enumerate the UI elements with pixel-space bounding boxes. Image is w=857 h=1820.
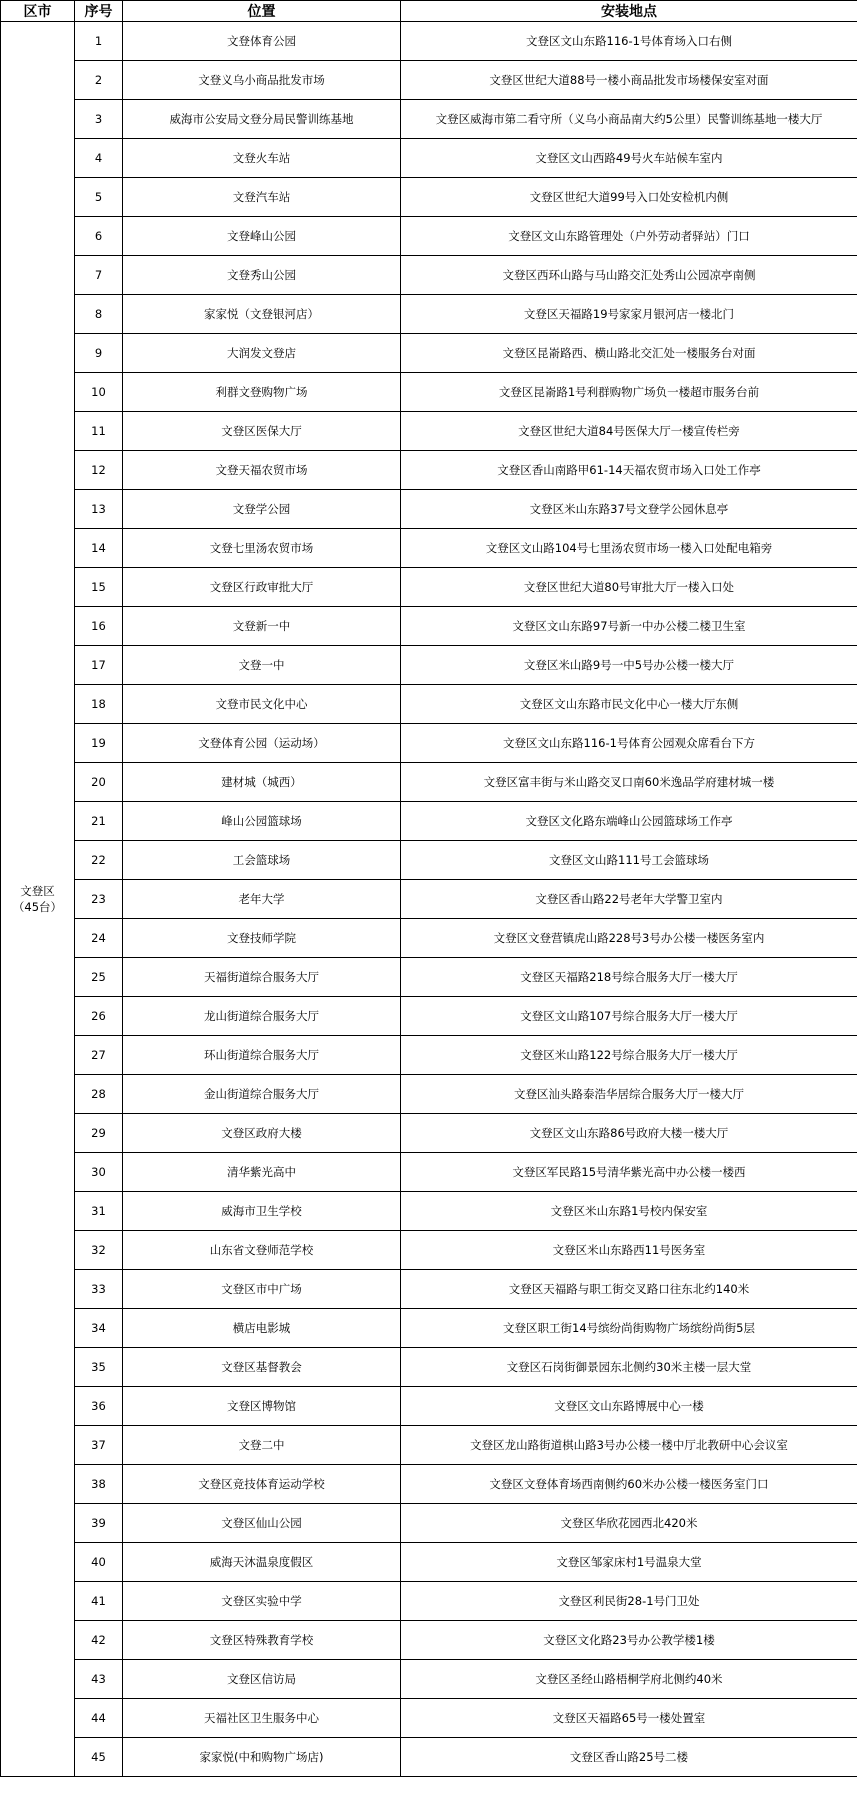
row-location: 文登区特殊教育学校: [123, 1621, 401, 1660]
row-index: 1: [75, 22, 123, 61]
row-location: 威海市公安局文登分局民警训练基地: [123, 100, 401, 139]
row-location: 横店电影城: [123, 1309, 401, 1348]
row-location: 利群文登购物广场: [123, 373, 401, 412]
row-index: 20: [75, 763, 123, 802]
row-index: 10: [75, 373, 123, 412]
row-index: 6: [75, 217, 123, 256]
row-index: 22: [75, 841, 123, 880]
table-row: [1, 763, 857, 802]
row-address: 文登区天福路与职工街交叉路口往东北约140米: [401, 1270, 857, 1309]
row-address: 文登区文化路23号办公教学楼1楼: [401, 1621, 857, 1660]
row-address: 文登区天福路19号家家月银河店一楼北门: [401, 295, 857, 334]
table-row: [1, 1309, 857, 1348]
table-row: [1, 802, 857, 841]
row-location: 文登区仙山公园: [123, 1504, 401, 1543]
row-location: 山东省文登师范学校: [123, 1231, 401, 1270]
table-row: [1, 1621, 857, 1660]
row-location: 天福街道综合服务大厅: [123, 958, 401, 997]
row-location: 老年大学: [123, 880, 401, 919]
table-row: [1, 568, 857, 607]
row-index: 17: [75, 646, 123, 685]
table-row: [1, 1738, 857, 1777]
table-row: [1, 1543, 857, 1582]
district-cell: [1, 22, 75, 1777]
row-location: 文登区政府大楼: [123, 1114, 401, 1153]
row-address: 文登区世纪大道99号入口处安检机内侧: [401, 178, 857, 217]
table-row: [1, 1426, 857, 1465]
row-address: 文登区米山东路西11号医务室: [401, 1231, 857, 1270]
table-row: [1, 1582, 857, 1621]
row-location: 峰山公园篮球场: [123, 802, 401, 841]
table-row: [1, 1660, 857, 1699]
table-row: [1, 256, 857, 295]
row-index: 4: [75, 139, 123, 178]
row-location: 大润发文登店: [123, 334, 401, 373]
row-address: 文登区米山路9号一中5号办公楼一楼大厅: [401, 646, 857, 685]
row-address: 文登区文山东路86号政府大楼一楼大厅: [401, 1114, 857, 1153]
row-index: 3: [75, 100, 123, 139]
row-address: 文登区石岗街御景园东北侧约30米主楼一层大堂: [401, 1348, 857, 1387]
row-address: 文登区富丰街与米山路交叉口南60米逸品学府建材城一楼: [401, 763, 857, 802]
row-index: 2: [75, 61, 123, 100]
row-index: 41: [75, 1582, 123, 1621]
row-address: 文登区龙山路街道棋山路3号办公楼一楼中厅北教研中心会议室: [401, 1426, 857, 1465]
table-row: [1, 1231, 857, 1270]
row-index: 34: [75, 1309, 123, 1348]
row-location: 文登区医保大厅: [123, 412, 401, 451]
row-address: 文登区文山路111号工会篮球场: [401, 841, 857, 880]
row-address: 文登区华欣花园西北420米: [401, 1504, 857, 1543]
row-index: 15: [75, 568, 123, 607]
row-index: 9: [75, 334, 123, 373]
row-address: 文登区香山路25号二楼: [401, 1738, 857, 1777]
row-index: 32: [75, 1231, 123, 1270]
row-index: 25: [75, 958, 123, 997]
header-row: [1, 1, 857, 22]
row-index: 45: [75, 1738, 123, 1777]
row-location: 文登区基督教会: [123, 1348, 401, 1387]
table-row: [1, 1036, 857, 1075]
row-location: 文登一中: [123, 646, 401, 685]
row-index: 16: [75, 607, 123, 646]
row-location: 文登区竞技体育运动学校: [123, 1465, 401, 1504]
table-row: [1, 841, 857, 880]
header-index: 序号: [75, 1, 123, 22]
row-index: 11: [75, 412, 123, 451]
table-row: [1, 451, 857, 490]
row-index: 44: [75, 1699, 123, 1738]
row-address: 文登区天福路65号一楼处置室: [401, 1699, 857, 1738]
row-address: 文登区文登体育场西南侧约60米办公楼一楼医务室门口: [401, 1465, 857, 1504]
table-row: [1, 529, 857, 568]
row-location: 文登体育公园（运动场）: [123, 724, 401, 763]
row-location: 清华紫光高中: [123, 1153, 401, 1192]
row-location: 文登技师学院: [123, 919, 401, 958]
row-location: 环山街道综合服务大厅: [123, 1036, 401, 1075]
row-index: 29: [75, 1114, 123, 1153]
district-count: （45台）: [12, 900, 63, 914]
table-row: [1, 295, 857, 334]
table-row: [1, 178, 857, 217]
table-row: [1, 61, 857, 100]
row-address: 文登区米山路122号综合服务大厅一楼大厅: [401, 1036, 857, 1075]
row-address: 文登区文山东路管理处（户外劳动者驿站）门口: [401, 217, 857, 256]
table-row: [1, 1075, 857, 1114]
row-address: 文登区世纪大道80号审批大厅一楼入口处: [401, 568, 857, 607]
row-address: 文登区世纪大道84号医保大厅一楼宣传栏旁: [401, 412, 857, 451]
row-address: 文登区利民街28-1号门卫处: [401, 1582, 857, 1621]
row-address: 文登区文山东路116-1号体育公园观众席看台下方: [401, 724, 857, 763]
table-row: [1, 724, 857, 763]
row-location: 文登区信访局: [123, 1660, 401, 1699]
row-address: 文登区文山东路97号新一中办公楼二楼卫生室: [401, 607, 857, 646]
row-location: 威海市卫生学校: [123, 1192, 401, 1231]
row-index: 31: [75, 1192, 123, 1231]
row-location: 建材城（城西）: [123, 763, 401, 802]
row-location: 文登区博物馆: [123, 1387, 401, 1426]
row-address: 文登区天福路218号综合服务大厅一楼大厅: [401, 958, 857, 997]
row-address: 文登区威海市第二看守所（义乌小商品南大约5公里）民警训练基地一楼大厅: [401, 100, 857, 139]
table-row: [1, 1465, 857, 1504]
table-row: [1, 1114, 857, 1153]
table-row: [1, 490, 857, 529]
row-index: 19: [75, 724, 123, 763]
row-location: 文登市民文化中心: [123, 685, 401, 724]
row-location: 天福社区卫生服务中心: [123, 1699, 401, 1738]
table-row: [1, 100, 857, 139]
row-location: 文登天福农贸市场: [123, 451, 401, 490]
table-row: [1, 1153, 857, 1192]
row-address: 文登区米山东路1号校内保安室: [401, 1192, 857, 1231]
row-address: 文登区文山路104号七里汤农贸市场一楼入口处配电箱旁: [401, 529, 857, 568]
row-index: 30: [75, 1153, 123, 1192]
row-address: 文登区文山东路博展中心一楼: [401, 1387, 857, 1426]
row-address: 文登区文山东路116-1号体育场入口右侧: [401, 22, 857, 61]
row-index: 43: [75, 1660, 123, 1699]
row-index: 21: [75, 802, 123, 841]
row-location: 文登秀山公园: [123, 256, 401, 295]
row-address: 文登区圣经山路梧桐学府北侧约40米: [401, 1660, 857, 1699]
row-index: 8: [75, 295, 123, 334]
table-row: [1, 217, 857, 256]
row-location: 文登汽车站: [123, 178, 401, 217]
row-location: 文登新一中: [123, 607, 401, 646]
row-index: 5: [75, 178, 123, 217]
row-index: 36: [75, 1387, 123, 1426]
row-location: 工会篮球场: [123, 841, 401, 880]
table-row: [1, 685, 857, 724]
row-address: 文登区军民路15号清华紫光高中办公楼一楼西: [401, 1153, 857, 1192]
table-row: [1, 1270, 857, 1309]
row-location: 文登义乌小商品批发市场: [123, 61, 401, 100]
table-row: [1, 646, 857, 685]
row-address: 文登区香山南路甲61-14天福农贸市场入口处工作亭: [401, 451, 857, 490]
row-index: 18: [75, 685, 123, 724]
table-row: [1, 1699, 857, 1738]
row-address: 文登区文山路107号综合服务大厅一楼大厅: [401, 997, 857, 1036]
district-name: 文登区: [20, 884, 55, 898]
row-location: 文登区市中广场: [123, 1270, 401, 1309]
row-address: 文登区汕头路泰浩华居综合服务大厅一楼大厅: [401, 1075, 857, 1114]
row-location: 家家悦（文登银河店）: [123, 295, 401, 334]
header-address: 安装地点: [401, 1, 857, 22]
table-row: [1, 1387, 857, 1426]
table-row: [1, 919, 857, 958]
row-index: 23: [75, 880, 123, 919]
row-address: 文登区世纪大道88号一楼小商品批发市场楼保安室对面: [401, 61, 857, 100]
row-index: 13: [75, 490, 123, 529]
table-row: [1, 1348, 857, 1387]
row-location: 文登七里汤农贸市场: [123, 529, 401, 568]
row-address: 文登区文化路东端峰山公园篮球场工作亭: [401, 802, 857, 841]
row-address: 文登区文山西路49号火车站候车室内: [401, 139, 857, 178]
row-location: 家家悦(中和购物广场店): [123, 1738, 401, 1777]
row-location: 文登学公园: [123, 490, 401, 529]
row-index: 37: [75, 1426, 123, 1465]
row-address: 文登区米山东路37号文登学公园休息亭: [401, 490, 857, 529]
table-row: [1, 22, 857, 61]
table-row: [1, 1192, 857, 1231]
header-district: 区市: [1, 1, 75, 22]
row-location: 文登体育公园: [123, 22, 401, 61]
row-index: 7: [75, 256, 123, 295]
row-location: 文登火车站: [123, 139, 401, 178]
row-index: 35: [75, 1348, 123, 1387]
header-location: 位置: [123, 1, 401, 22]
row-index: 28: [75, 1075, 123, 1114]
row-address: 文登区文登营镇虎山路228号3号办公楼一楼医务室内: [401, 919, 857, 958]
row-index: 40: [75, 1543, 123, 1582]
table-row: [1, 997, 857, 1036]
row-index: 24: [75, 919, 123, 958]
row-address: 文登区西环山路与马山路交汇处秀山公园凉亭南侧: [401, 256, 857, 295]
row-index: 33: [75, 1270, 123, 1309]
row-index: 14: [75, 529, 123, 568]
table-row: [1, 139, 857, 178]
row-index: 39: [75, 1504, 123, 1543]
row-index: 38: [75, 1465, 123, 1504]
row-location: 威海天沐温泉度假区: [123, 1543, 401, 1582]
row-index: 27: [75, 1036, 123, 1075]
row-location: 金山街道综合服务大厅: [123, 1075, 401, 1114]
table-body: [1, 22, 857, 1777]
table-row: [1, 373, 857, 412]
row-index: 12: [75, 451, 123, 490]
row-address: 文登区昆嵛路西、横山路北交汇处一楼服务台对面: [401, 334, 857, 373]
row-index: 42: [75, 1621, 123, 1660]
table-row: [1, 958, 857, 997]
table-row: [1, 607, 857, 646]
table-row: [1, 880, 857, 919]
table-row: [1, 412, 857, 451]
row-address: 文登区昆嵛路1号利群购物广场负一楼超市服务台前: [401, 373, 857, 412]
row-location: 龙山街道综合服务大厅: [123, 997, 401, 1036]
row-address: 文登区职工街14号缤纷尚街购物广场缤纷尚街5层: [401, 1309, 857, 1348]
row-address: 文登区邹家床村1号温泉大堂: [401, 1543, 857, 1582]
row-location: 文登二中: [123, 1426, 401, 1465]
row-location: 文登峰山公园: [123, 217, 401, 256]
row-location: 文登区实验中学: [123, 1582, 401, 1621]
row-address: 文登区香山路22号老年大学警卫室内: [401, 880, 857, 919]
table-row: [1, 334, 857, 373]
row-index: 26: [75, 997, 123, 1036]
row-location: 文登区行政审批大厅: [123, 568, 401, 607]
table-row: [1, 1504, 857, 1543]
row-address: 文登区文山东路市民文化中心一楼大厅东侧: [401, 685, 857, 724]
